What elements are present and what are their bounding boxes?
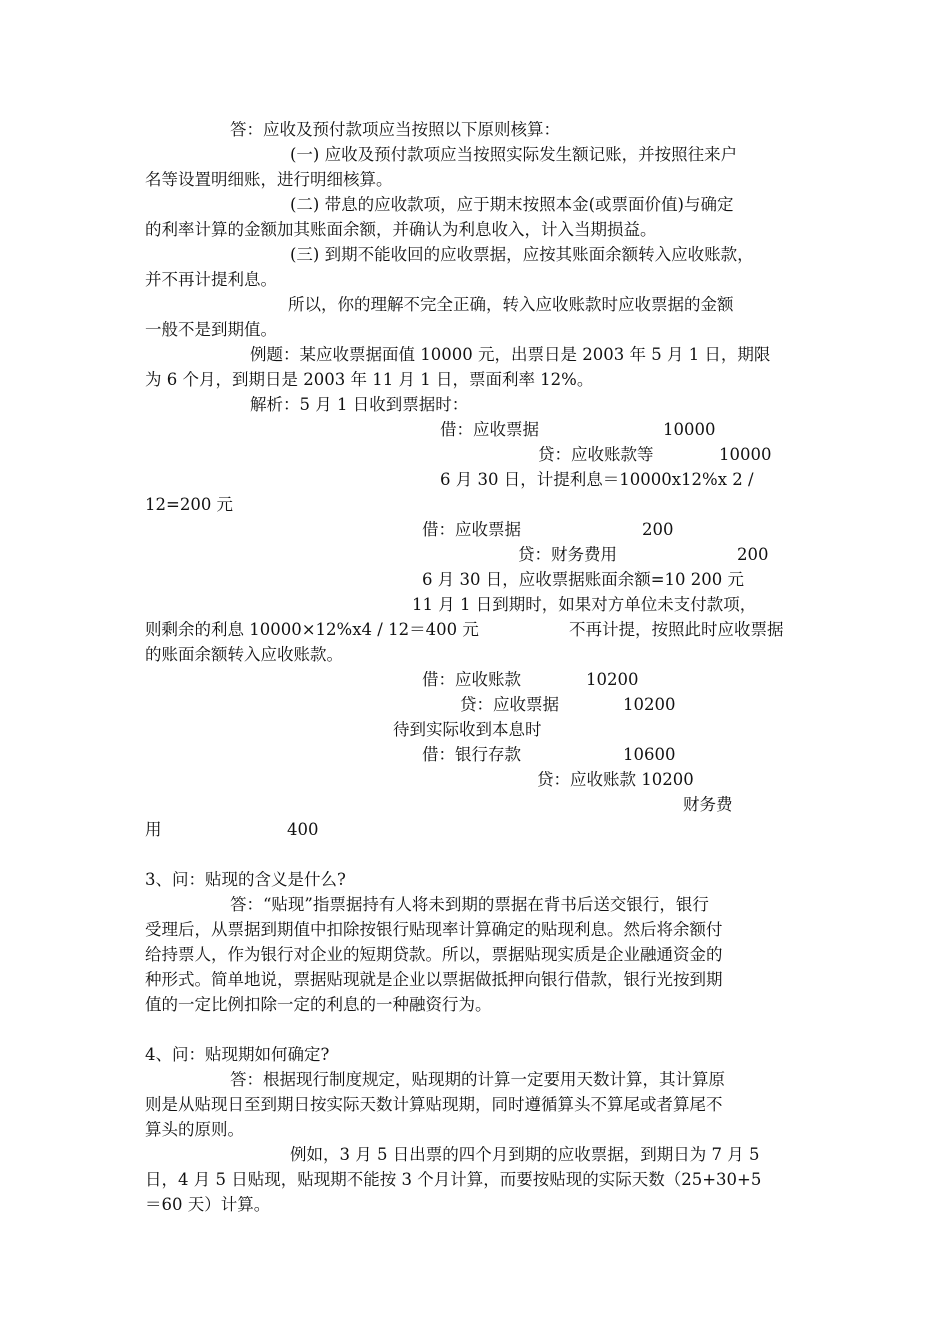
text-line: (三) 到期不能收回的应收票据，应按其账面余额转入应收账款，	[290, 245, 754, 264]
text-line: 日，4 月 5 日贴现，贴现期不能按 3 个月计算，而要按贴现的实际天数（25+30+5	[145, 1170, 762, 1189]
text-line: (一) 应收及预付款项应当按照实际发生额记账，并按照往来户	[290, 145, 738, 164]
text-line: 答：根据现行制度规定，贴现期的计算一定要用天数计算，其计算原	[230, 1070, 725, 1089]
text-line: 例如，3 月 5 日出票的四个月到期的应收票据，到期日为 7 月 5	[290, 1145, 760, 1164]
journal-label: 借：应收账款	[422, 670, 521, 689]
text-line: 一般不是到期值。	[145, 320, 277, 339]
text-line: ＝60 天）计算。	[145, 1195, 271, 1214]
text-line: 所以，你的理解不完全正确，转入应收账款时应收票据的金额	[288, 295, 734, 314]
question-heading: 4、问：贴现期如何确定?	[145, 1045, 330, 1064]
journal-amount: 200	[737, 545, 769, 564]
text-line: 例题：某应收票据面值 10000 元，出票日是 2003 年 5 月 1 日，期限	[250, 345, 771, 364]
text-line: 6 月 30 日，计提利息＝10000x12%x 2 /	[440, 470, 754, 489]
journal-amount: 10200	[623, 695, 676, 714]
text-line: 并不再计提利息。	[145, 270, 277, 289]
journal-label: 借：应收票据	[422, 520, 521, 539]
text-line: 解析：5 月 1 日收到票据时：	[250, 395, 469, 414]
text-line: 的利率计算的金额加其账面余额，并确认为利息收入，计入当期损益。	[145, 220, 657, 239]
journal-amount: 10000	[663, 420, 716, 439]
journal-label: 用	[145, 820, 162, 839]
journal-amount: 10200	[586, 670, 639, 689]
text-line: 为 6 个月，到期日是 2003 年 11 月 1 日，票面利率 12%。	[145, 370, 594, 389]
journal-amount: 10600	[623, 745, 676, 764]
text-line: 11 月 1 日到期时，如果对方单位未支付款项，	[412, 595, 757, 614]
journal-amount: 400	[287, 820, 319, 839]
text-line: 则是从贴现日至到期日按实际天数计算贴现期，同时遵循算头不算尾或者算尾不	[145, 1095, 723, 1114]
journal-label: 贷：财务费用	[518, 545, 617, 564]
journal-amount: 200	[642, 520, 674, 539]
text-line: 答：应收及预付款项应当按照以下原则核算：	[230, 120, 560, 139]
text-line: (二) 带息的应收款项，应于期末按照本金(或票面价值)与确定	[290, 195, 734, 214]
text-line: 受理后，从票据到期值中扣除按银行贴现率计算确定的贴现利息。然后将余额付	[145, 920, 723, 939]
text-line: 的账面余额转入应收账款。	[145, 645, 343, 664]
journal-label: 借：银行存款	[422, 745, 521, 764]
text-line: 答：“贴现”指票据持有人将未到期的票据在背书后送交银行，银行	[230, 895, 709, 914]
journal-label: 贷：应收账款 10200	[537, 770, 694, 789]
text-line: 待到实际收到本息时	[393, 720, 542, 739]
journal-label: 财务费	[683, 795, 733, 814]
journal-label: 贷：应收票据	[460, 695, 559, 714]
text-line: 不再计提，按照此时应收票据	[569, 620, 784, 639]
text-line: 值的一定比例扣除一定的利息的一种融资行为。	[145, 995, 492, 1014]
text-line: 12=200 元	[145, 495, 234, 514]
journal-label: 借：应收票据	[440, 420, 539, 439]
text-line: 算头的原则。	[145, 1120, 244, 1139]
question-heading: 3、问：贴现的含义是什么?	[145, 870, 346, 889]
text-line: 名等设置明细账，进行明细核算。	[145, 170, 393, 189]
journal-label: 贷：应收账款等	[538, 445, 654, 464]
text-line: 种形式。简单地说，票据贴现就是企业以票据做抵押向银行借款，银行光按到期	[145, 970, 723, 989]
journal-amount: 10000	[719, 445, 772, 464]
text-line: 则剩余的利息 10000×12%x4 / 12＝400 元	[145, 620, 479, 639]
text-line: 给持票人，作为银行对企业的短期贷款。所以，票据贴现实质是企业融通资金的	[145, 945, 723, 964]
text-line: 6 月 30 日，应收票据账面余额=10 200 元	[422, 570, 745, 589]
